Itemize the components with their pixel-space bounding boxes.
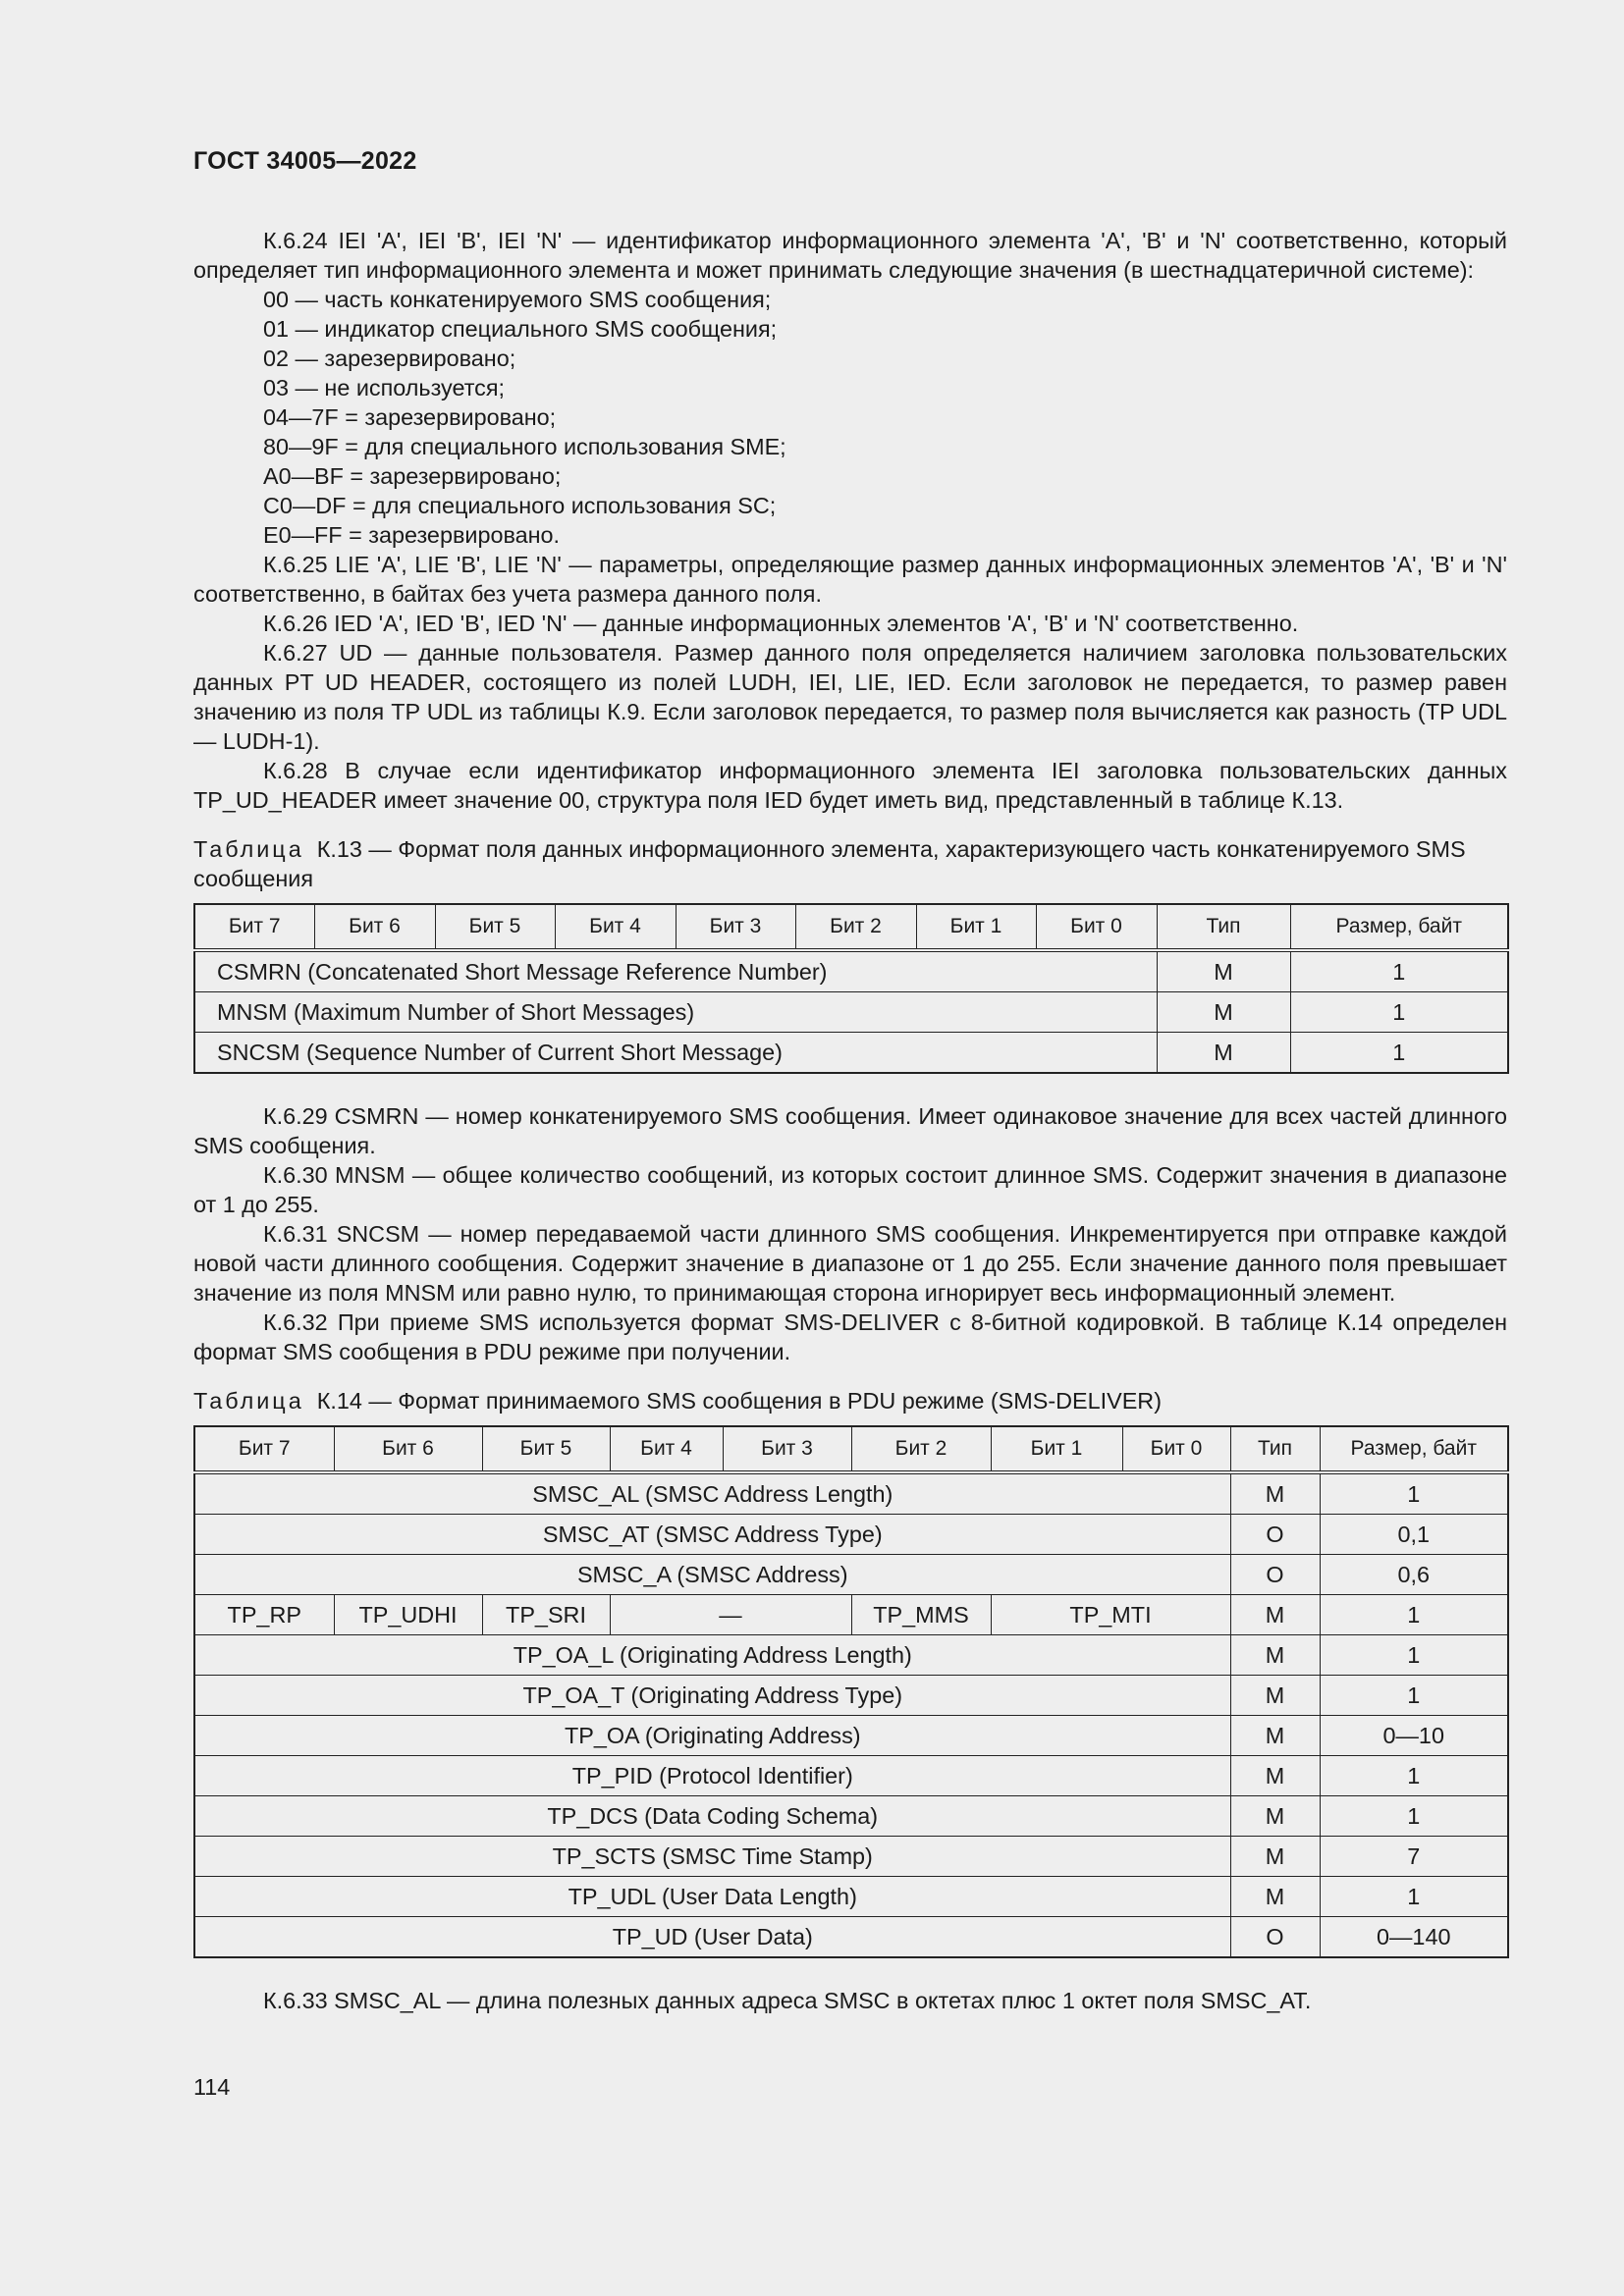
- value-item: 03 — не используется;: [263, 375, 506, 400]
- header-cell: Бит 0: [1122, 1426, 1230, 1472]
- field-cell: CSMRN (Concatenated Short Message Reference Number): [194, 950, 1157, 992]
- header-cell: Тип: [1157, 904, 1290, 950]
- field-cell: SMSC_AT (SMSC Address Type): [194, 1515, 1230, 1555]
- size-cell: 1: [1290, 950, 1508, 992]
- header-cell: Бит 1: [991, 1426, 1122, 1472]
- field-cell: TP_OA_L (Originating Address Length): [194, 1635, 1230, 1676]
- size-cell: 1: [1320, 1472, 1508, 1515]
- table-row: [194, 1877, 1508, 1917]
- header-cell: Бит 5: [435, 904, 555, 950]
- size-cell: 1: [1320, 1796, 1508, 1837]
- table-row: [194, 1837, 1508, 1877]
- table14-caption-prefix: Таблица: [193, 1388, 304, 1414]
- field-cell: TP_UDL (User Data Length): [194, 1877, 1230, 1917]
- header-cell: Бит 4: [555, 904, 676, 950]
- size-cell: 0—140: [1320, 1917, 1508, 1958]
- paragraph-k632: К.6.32 При приеме SMS используется формат SMS-DELIVER с 8-битной кодировкой. В таблице К.14 определен формат SMS сообщения в PDU режиме при получении.: [193, 1309, 1507, 1364]
- size-cell: 1: [1290, 992, 1508, 1033]
- table13-caption-prefix: Таблица: [193, 836, 304, 862]
- value-item: 00 — часть конкатенируемого SMS сообщения;: [263, 287, 772, 312]
- value-item: 02 — зарезервировано;: [263, 346, 516, 371]
- size-cell: 1: [1290, 1033, 1508, 1074]
- field-cell: TP_UD (User Data): [194, 1917, 1230, 1958]
- type-cell: M: [1230, 1595, 1320, 1635]
- field-cell: TP_PID (Protocol Identifier): [194, 1756, 1230, 1796]
- tp-udhi-cell: TP_UDHI: [334, 1595, 482, 1635]
- type-cell: M: [1230, 1837, 1320, 1877]
- header-cell: Бит 6: [334, 1426, 482, 1472]
- size-cell: 1: [1320, 1877, 1508, 1917]
- type-cell: M: [1230, 1716, 1320, 1756]
- reserved-cell: —: [610, 1595, 851, 1635]
- size-cell: 7: [1320, 1837, 1508, 1877]
- table13-header-row: [194, 904, 1508, 950]
- header-cell: Бит 4: [610, 1426, 723, 1472]
- paragraph-k626: К.6.26 IED 'A', IED 'B', IED 'N' — данные информационных элементов 'A', 'B' и 'N' соответственно.: [263, 611, 1299, 636]
- field-cell: MNSM (Maximum Number of Short Messages): [194, 992, 1157, 1033]
- size-cell: 0,1: [1320, 1515, 1508, 1555]
- field-cell: SMSC_AL (SMSC Address Length): [194, 1472, 1230, 1515]
- size-cell: 1: [1320, 1676, 1508, 1716]
- header-cell: Бит 7: [194, 904, 314, 950]
- table-row: [194, 950, 1508, 992]
- type-cell: O: [1230, 1515, 1320, 1555]
- header-cell: Бит 3: [676, 904, 795, 950]
- page-content: [193, 226, 1507, 2015]
- value-item: 80—9F = для специального использования SME;: [263, 434, 786, 459]
- paragraph-k633: К.6.33 SMSC_AL — длина полезных данных адреса SMSC в октетах плюс 1 октет поля SMSC_AT.: [263, 1988, 1312, 2013]
- header-cell: Размер, байт: [1320, 1426, 1508, 1472]
- field-cell: TP_OA_T (Originating Address Type): [194, 1676, 1230, 1716]
- size-cell: 0—10: [1320, 1716, 1508, 1756]
- field-cell: TP_DCS (Data Coding Schema): [194, 1796, 1230, 1837]
- type-cell: M: [1157, 992, 1290, 1033]
- type-cell: M: [1157, 1033, 1290, 1074]
- tp-rp-cell: TP_RP: [194, 1595, 334, 1635]
- table14-caption: [193, 1386, 1507, 1415]
- type-cell: M: [1157, 950, 1290, 992]
- table-row: [194, 1472, 1508, 1515]
- page-number: 114: [193, 2074, 231, 2100]
- type-cell: O: [1230, 1917, 1320, 1958]
- tp-mti-cell: TP_MTI: [991, 1595, 1230, 1635]
- table-row: [194, 1756, 1508, 1796]
- bit-fields-row: [194, 1595, 1508, 1635]
- paragraph-k628: К.6.28 В случае если идентификатор информационного элемента IEI заголовка пользовательских данных TP_UD_HEADER имеет значение 00, структура поля IED будет иметь вид, представленный в таблице К.13.: [193, 758, 1507, 813]
- table-k14: [193, 1425, 1509, 1958]
- field-cell: TP_OA (Originating Address): [194, 1716, 1230, 1756]
- document-header: ГОСТ 34005—2022: [193, 147, 417, 175]
- header-cell: Бит 0: [1036, 904, 1157, 950]
- size-cell: 1: [1320, 1595, 1508, 1635]
- table-row: [194, 1716, 1508, 1756]
- value-item: E0—FF = зарезервировано.: [263, 522, 561, 548]
- tp-mms-cell: TP_MMS: [851, 1595, 991, 1635]
- field-cell: TP_SCTS (SMSC Time Stamp): [194, 1837, 1230, 1877]
- size-cell: 1: [1320, 1635, 1508, 1676]
- table-row: [194, 1635, 1508, 1676]
- value-item: A0—BF = зарезервировано;: [263, 463, 562, 489]
- value-item: 01 — индикатор специального SMS сообщения;: [263, 316, 778, 342]
- table14-caption-text: К.14 — Формат принимаемого SMS сообщения в PDU режиме (SMS-DELIVER): [316, 1388, 1162, 1414]
- type-cell: M: [1230, 1635, 1320, 1676]
- size-cell: 1: [1320, 1756, 1508, 1796]
- table-row: [194, 992, 1508, 1033]
- type-cell: M: [1230, 1472, 1320, 1515]
- paragraph-k630: К.6.30 MNSM — общее количество сообщений, из которых состоит длинное SMS. Содержит значения в диапазоне от 1 до 255.: [193, 1162, 1507, 1217]
- paragraph-k629: К.6.29 CSMRN — номер конкатенируемого SMS сообщения. Имеет одинаковое значение для всех частей длинного SMS сообщения.: [193, 1103, 1507, 1158]
- value-item: 04—7F = зарезервировано;: [263, 404, 557, 430]
- table-row: [194, 1555, 1508, 1595]
- header-cell: Бит 7: [194, 1426, 334, 1472]
- table-row: [194, 1917, 1508, 1958]
- paragraph-k627: К.6.27 UD — данные пользователя. Размер данного поля определяется наличием заголовка пользовательских данных PT UD HEADER, состоящего из полей LUDH, IEI, LIE, IED. Если заголовок не передается, то размер равен значению из поля TP UDL из таблицы К.9. Если заголовок передается, то размер поля вычисляется как разность (TP UDL — LUDH-1).: [193, 640, 1507, 754]
- table13-caption: [193, 834, 1507, 893]
- table-row: [194, 1796, 1508, 1837]
- table-row: [194, 1515, 1508, 1555]
- header-cell: Бит 5: [482, 1426, 610, 1472]
- paragraph-k624: К.6.24 IEI 'A', IEI 'B', IEI 'N' — идентификатор информационного элемента 'A', 'B' и 'N' соответственно, который определяет тип информационного элемента и может принимать следующие значения (в шестнадцатеричной системе):: [193, 228, 1507, 283]
- header-cell: Бит 3: [723, 1426, 851, 1472]
- table-row: [194, 1033, 1508, 1074]
- type-cell: M: [1230, 1796, 1320, 1837]
- type-cell: M: [1230, 1756, 1320, 1796]
- type-cell: M: [1230, 1877, 1320, 1917]
- type-cell: M: [1230, 1676, 1320, 1716]
- table-k13: [193, 903, 1509, 1074]
- header-cell: Бит 2: [795, 904, 916, 950]
- paragraph-k631: К.6.31 SNCSM — номер передаваемой части длинного SMS сообщения. Инкрементируется при отправке каждой новой части длинного сообщения. Содержит значение в диапазоне от 1 до 255. Если значение данного поля превышает значение из поля MNSM или равно нулю, то принимающая сторона игнорирует весь информационный элемент.: [193, 1221, 1507, 1306]
- paragraph-k625: К.6.25 LIE 'A', LIE 'B', LIE 'N' — параметры, определяющие размер данных информационных элементов 'A', 'B' и 'N' соответственно, в байтах без учета размера данного поля.: [193, 552, 1507, 607]
- field-cell: SNCSM (Sequence Number of Current Short Message): [194, 1033, 1157, 1074]
- header-cell: Тип: [1230, 1426, 1320, 1472]
- value-item: C0—DF = для специального использования SC;: [263, 493, 777, 518]
- table13-caption-text: К.13 — Формат поля данных информационного элемента, характеризующего часть конкатенируемого SMS сообщения: [193, 836, 1466, 891]
- type-cell: O: [1230, 1555, 1320, 1595]
- header-cell: Бит 2: [851, 1426, 991, 1472]
- header-cell: Бит 1: [916, 904, 1036, 950]
- size-cell: 0,6: [1320, 1555, 1508, 1595]
- tp-sri-cell: TP_SRI: [482, 1595, 610, 1635]
- table14-header-row: [194, 1426, 1508, 1472]
- header-cell: Размер, байт: [1290, 904, 1508, 950]
- header-cell: Бит 6: [314, 904, 435, 950]
- field-cell: SMSC_A (SMSC Address): [194, 1555, 1230, 1595]
- table-row: [194, 1676, 1508, 1716]
